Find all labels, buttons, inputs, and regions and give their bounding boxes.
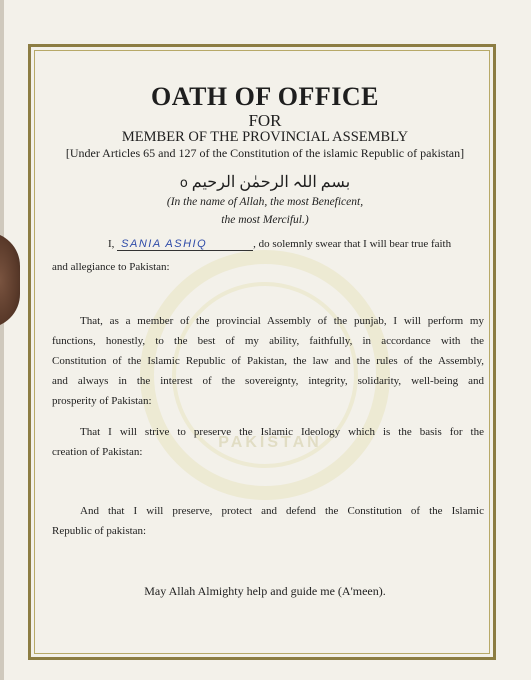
document-subtitle: MEMBER OF THE PROVINCIAL ASSEMBLY	[121, 129, 409, 145]
oath-suffix: , do solemnly swear that I will bear true faith	[253, 238, 452, 250]
paragraph-2-line-1: That I will strive to preserve the Islamic Ideology which is the basis for the	[80, 426, 484, 438]
closing-prayer: May Allah Almighty help and guide me (A'meen).	[144, 584, 386, 598]
member-name-field[interactable]: SANIA ASHIQ	[117, 238, 253, 251]
paragraph-3-line-1: And that I will preserve, protect and defend the Constitution of the Islamic	[80, 505, 484, 517]
translation-line-2: the most Merciful.)	[221, 214, 309, 226]
for-label: FOR	[248, 111, 282, 130]
oath-line-1	[108, 238, 451, 251]
paragraph-1-line-5: prosperity of Pakistan:	[52, 395, 152, 407]
paragraph-1-line-4: and always in the interest of the sovereignty, integrity, solidarity, well-being and	[52, 375, 484, 387]
watermark-seal-text: PAKISTAN	[218, 434, 322, 451]
document-title: OATH OF OFFICE	[151, 82, 379, 111]
paragraph-1-line-3: Constitution of the Islamic Republic of Pakistan, the law and the rules of the Assembly,	[52, 355, 484, 367]
bismillah-line	[40, 172, 490, 192]
paragraph-2-line-2: creation of Pakistan:	[52, 446, 143, 458]
bismillah-text: بسم اللہ الرحمٰن الرحیم	[191, 174, 351, 191]
bismillah-mark: o	[179, 176, 188, 191]
translation-line-1: (In the name of Allah, the most Beneficent,	[166, 196, 364, 208]
paragraph-1-line-2: functions, honestly, to the best of my ability, faithfully, in accordance with the	[52, 335, 484, 347]
paragraph-3-line-2: Republic of pakistan:	[52, 525, 147, 537]
articles-reference: [Under Articles 65 and 127 of the Constitution of the islamic Republic of pakistan]	[65, 146, 465, 160]
oath-line-2: and allegiance to Pakistan:	[52, 261, 170, 273]
paragraph-1-line-1: That, as a member of the provincial Assembly of the punjab, I will perform my	[80, 315, 484, 327]
oath-prefix: I,	[108, 238, 115, 250]
